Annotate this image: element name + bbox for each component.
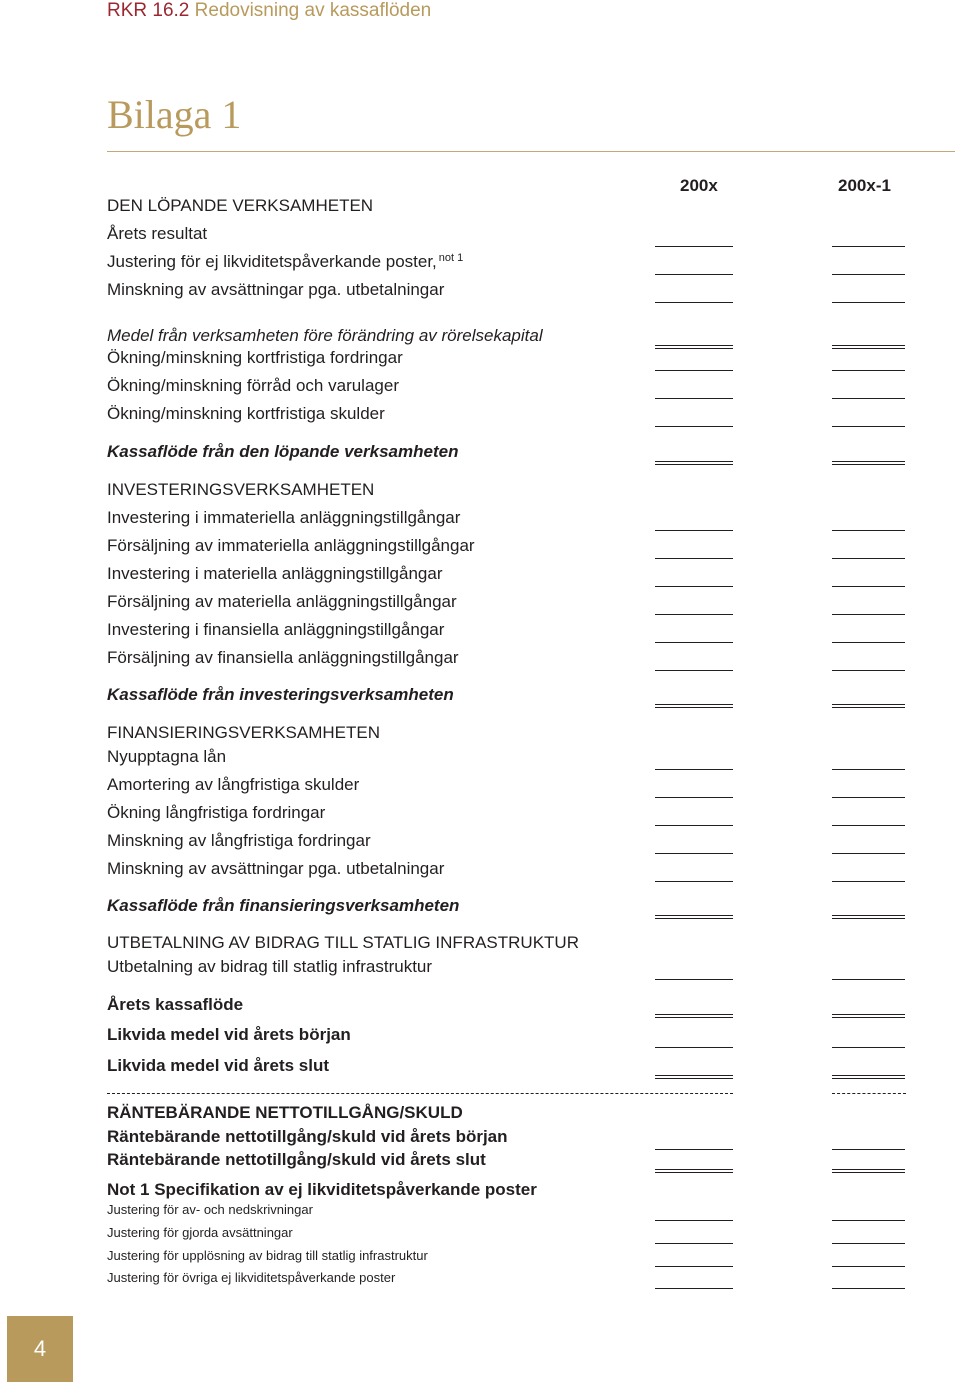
row-label-text: Ökning/minskning kortfristiga skulder [107,404,385,423]
row-label [107,1180,537,1200]
amount-field-previous-year [832,246,905,247]
table-row [107,349,907,371]
row-label [107,326,543,346]
amount-field-current-year [655,881,733,882]
amount-field-current-year [655,797,733,798]
row-label [107,404,385,424]
row-label [107,803,325,823]
row-label [107,1270,395,1286]
table-row [107,593,907,615]
table-row [107,1128,907,1150]
row-label-text: INVESTERINGSVERKSAMHETEN [107,480,375,499]
table-row [107,804,907,826]
row-label-text: Räntebärande nettotillgång/skuld vid årets slut [107,1150,486,1169]
amount-field-current-year [655,825,733,826]
note-reference: not 1 [438,252,464,264]
amount-field-previous-year [832,302,905,303]
row-label [107,1150,486,1170]
amount-field-previous-year [832,1149,905,1150]
amount-field-previous-year [832,797,905,798]
amount-field-previous-year [832,881,905,882]
amount-field-previous-year [832,670,905,671]
amount-field-previous-year [832,1169,905,1173]
amount-field-current-year [655,670,733,671]
amount-field-previous-year [832,769,905,770]
table-row [107,253,907,275]
amount-field-current-year [655,1220,733,1221]
amount-field-previous-year [832,461,905,465]
amount-field-current-year [655,1149,733,1150]
row-label-text: Justering för av- och nedskrivningar [107,1202,313,1217]
row-label-text: Justering för ej likviditetspåverkande poster, [107,252,437,271]
amount-field-previous-year [832,853,905,854]
table-row [107,509,907,531]
row-label [107,536,475,556]
row-label [107,1248,428,1264]
amount-field-current-year [655,558,733,559]
amount-field-previous-year [832,1288,905,1289]
amount-field-previous-year [832,642,905,643]
row-label [107,224,207,244]
table-row [107,686,907,708]
amount-field-current-year [655,915,733,919]
row-label [107,1127,508,1147]
row-label [107,376,399,396]
table-row [107,1222,907,1244]
amount-field-current-year [655,530,733,531]
amount-field-current-year [655,274,733,275]
row-label-text: Försäljning av immateriella anläggningstillgångar [107,536,475,555]
row-label [107,723,380,743]
table-row [107,1267,907,1289]
row-label-text: Årets resultat [107,224,208,243]
running-header [107,0,431,22]
table-row [107,225,907,247]
column-header-current-year: 200x [680,176,718,195]
row-label-text: Ökning/minskning kortfristiga fordringar [107,348,403,367]
header-title: Redovisning av kassaflöden [194,0,432,21]
row-label [107,1202,313,1218]
amount-field-previous-year [832,586,905,587]
row-label [107,280,444,300]
row-label-text: Investering i finansiella anläggningstillgångar [107,620,445,639]
row-label [107,480,374,500]
row-label-text: Minskning av avsättningar pga. utbetalningar [107,280,445,299]
row-label-text: Nyupptagna lån [107,747,227,766]
amount-field-previous-year [832,530,905,531]
row-label-text: Investering i materiella anläggningstillgångar [107,564,443,583]
amount-field-current-year [655,586,733,587]
table-row [107,1199,907,1221]
row-label [107,648,459,668]
row-label-text: Medel från verksamheten före förändring av rörelsekapital [107,326,543,345]
row-label [107,775,359,795]
row-label [107,1025,351,1045]
row-label-text: RÄNTEBÄRANDE NETTOTILLGÅNG/SKULD [107,1103,463,1122]
table-row [107,996,907,1018]
amount-field-previous-year [832,274,905,275]
column-header-previous-year: 200x-1 [838,176,891,195]
table-row [107,832,907,854]
row-label [107,248,463,272]
table-row [107,281,907,303]
amount-field-current-year [655,246,733,247]
row-label [107,1056,329,1076]
row-label [107,564,442,584]
amount-field-current-year [655,1014,733,1018]
table-row [107,1057,907,1079]
amount-field-current-year [655,1047,733,1048]
amount-field-current-year [655,1243,733,1244]
table-row [107,1026,907,1048]
amount-field-current-year [655,614,733,615]
row-label [107,995,243,1015]
amount-field-current-year [655,398,733,399]
amount-field-previous-year [832,614,905,615]
table-row [107,621,907,643]
amount-field-current-year [655,1288,733,1289]
row-label-text: Amortering av långfristiga skulder [107,775,360,794]
row-label-text: Likvida medel vid årets slut [107,1056,330,1075]
row-label-text: Kassaflöde från investeringsverksamheten [107,685,454,704]
row-label [107,1225,293,1241]
amount-field-current-year [655,370,733,371]
amount-field-previous-year [832,1243,905,1244]
amount-field-previous-year [832,979,905,980]
row-label-text: Kassaflöde från finansieringsverksamheten [107,896,460,915]
page-title: Bilaga 1 [107,92,242,137]
row-label-text: Justering för övriga ej likviditetspåverkande poster [107,1270,396,1285]
amount-field-previous-year [832,558,905,559]
row-label [107,1103,463,1123]
amount-field-current-year [655,979,733,980]
amount-field-current-year [655,853,733,854]
row-label-text: FINANSIERINGSVERKSAMHETEN [107,723,380,742]
row-label-text: Försäljning av materiella anläggningstillgångar [107,592,457,611]
page-number: 4 [33,1336,47,1361]
table-row [107,724,907,746]
table-row [107,860,907,882]
amount-field-previous-year [832,1220,905,1221]
amount-field-current-year [655,426,733,427]
amount-field-previous-year [832,915,905,919]
row-label-text: Minskning av avsättningar pga. utbetalningar [107,859,445,878]
table-row [107,565,907,587]
amount-field-previous-year [832,825,905,826]
header-prefix: RKR 16.2 [107,0,190,21]
amount-field-current-year [655,1169,733,1173]
row-label-text: Ökning långfristiga fordringar [107,803,326,822]
row-label-text: Försäljning av finansiella anläggningstillgångar [107,648,459,667]
row-label [107,508,460,528]
row-label [107,348,403,368]
table-row [107,377,907,399]
table-row [107,1151,907,1173]
table-row [107,537,907,559]
amount-field-current-year [655,461,733,465]
page-number-box [7,1316,73,1382]
row-label [107,896,459,916]
amount-field-current-year [655,642,733,643]
table-row [107,481,907,503]
amount-field-previous-year [832,1014,905,1018]
title-rule [107,151,955,152]
table-row [107,934,907,956]
table-row [107,748,907,770]
row-label [107,957,432,977]
row-label-text: UTBETALNING AV BIDRAG TILL STATLIG INFRASTRUKTUR [107,933,579,952]
row-label [107,747,226,767]
row-label-text: Minskning av långfristiga fordringar [107,831,371,850]
amount-field-current-year [655,302,733,303]
table-row [107,776,907,798]
amount-field-previous-year [832,398,905,399]
row-label-text: Justering för gjorda avsättningar [107,1225,293,1240]
dashed-separator-right [832,1093,906,1094]
row-label [107,933,579,953]
row-label [107,831,371,851]
row-label-text: Not 1 Specifikation av ej likviditetspåverkande poster [107,1180,537,1199]
table-row [107,327,907,349]
table-row [107,1245,907,1267]
row-label-text: DEN LÖPANDE VERKSAMHETEN [107,196,374,215]
dashed-separator [107,1093,733,1094]
row-label [107,592,457,612]
table-row [107,405,907,427]
row-label [107,196,373,216]
table-row [107,897,907,919]
row-label [107,685,454,705]
row-label-text: Justering för upplösning av bidrag till statlig infrastruktur [107,1248,428,1263]
amount-field-previous-year [832,1075,905,1079]
row-label [107,442,458,462]
row-label-text: Räntebärande nettotillgång/skuld vid årets början [107,1127,508,1146]
amount-field-previous-year [832,370,905,371]
amount-field-current-year [655,769,733,770]
row-label-text: Ökning/minskning förråd och varulager [107,376,399,395]
row-label-text: Årets kassaflöde [107,995,244,1014]
row-label-text: Investering i immateriella anläggningstillgångar [107,508,461,527]
table-row [107,649,907,671]
table-row [107,1104,907,1126]
row-label-text: Kassaflöde från den löpande verksamheten [107,442,459,461]
amount-field-previous-year [832,1047,905,1048]
row-label-text: Likvida medel vid årets början [107,1025,351,1044]
amount-field-current-year [655,704,733,708]
table-row [107,197,907,219]
table-row [107,443,907,465]
amount-field-previous-year [832,426,905,427]
amount-field-previous-year [832,704,905,708]
row-label [107,859,444,879]
amount-field-current-year [655,1075,733,1079]
row-label-text: Utbetalning av bidrag till statlig infrastruktur [107,957,433,976]
row-label [107,620,444,640]
table-row [107,958,907,980]
